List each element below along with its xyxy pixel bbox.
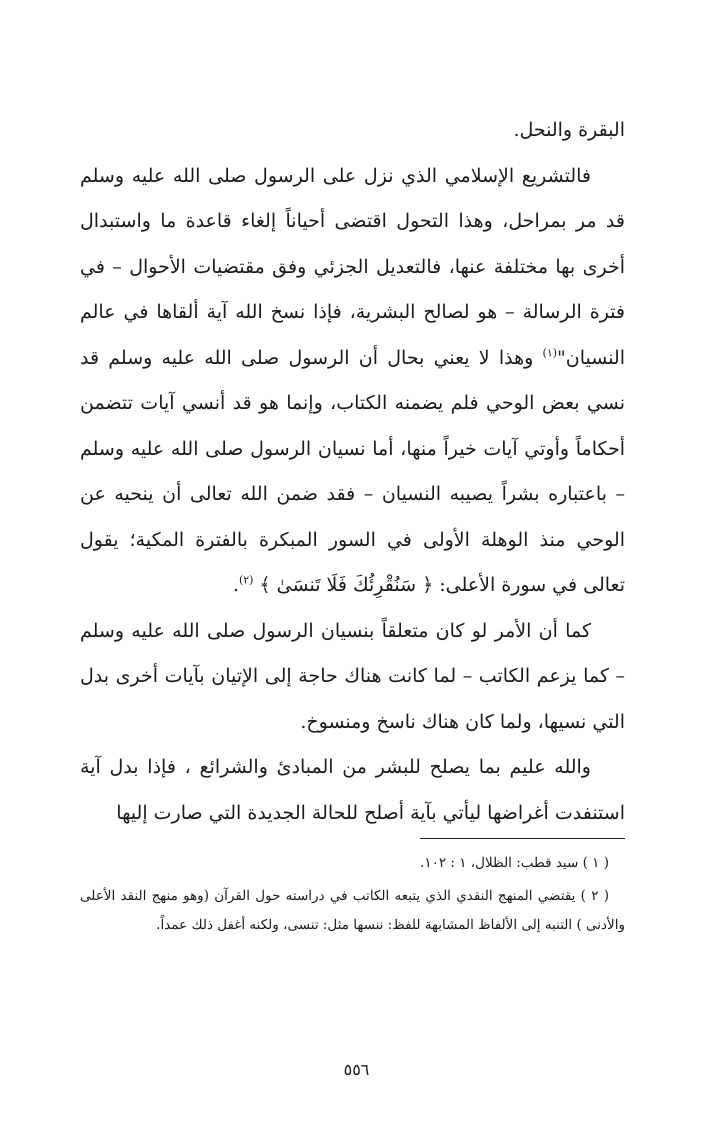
paragraph-3: كما أن الأمر لو كان متعلقاً بنسيان الرسول صلى الله عليه وسلم – كما يزعم الكاتب – لما كانت هناك حاجة إلى الإتيان بآيات أخرى بدل التي نسيها، ولما كان هناك ناسخ ومنسوخ.: [80, 619, 625, 733]
page-number: ٥٥٦: [343, 1060, 370, 1079]
quran-verse: ﴿ سَنُقْرِئُكَ فَلَا تَنسَىٰ ﴾: [259, 574, 434, 596]
footnote-1: ( ١ ) سيد قطب: الظلال، ١ : ١٠٢.: [420, 855, 609, 871]
paragraph-2-text: فالتشريع الإسلامي الذي نزل على الرسول صلى الله عليه وسلم قد مر بمراحل، وهذا التحول اقتضى أحياناً إلغاء قاعدة ما واستبدال أخرى بها مختلفة عنها، فالتعديل الجزئي وفق مقتضيات الأحوال – في فترة الرسالة – هو لصالح البشرية، فإذا نسخ الله آية ألقاها في عالم النسيان": [80, 164, 625, 369]
paragraph-1: البقرة والنحل.: [513, 119, 625, 141]
paragraph-2: [80, 154, 625, 609]
footnotes: [80, 849, 625, 944]
paragraph-2-end: .: [232, 574, 239, 596]
body-text: [80, 108, 625, 836]
footnote-divider: [420, 838, 625, 839]
footnote-2-marker[interactable]: (٢): [238, 573, 254, 587]
paragraph-2-continuation: وهذا لا يعني بحال أن الرسول صلى الله عليه وسلم قد نسي بعض الوحي فلم يضمنه الكتاب، وإنما هو قد أنسي آيات تتضمن أحكاماً وأوتي آيات خيراً منها، أما نسيان الرسول صلى الله عليه وسلم – باعتباره بشراً يصيبه النسيان – فقد ضمن الله تعالى أن ينحيه عن الوحي منذ الوهلة الأولى في السور المبكرة بالفترة المكية؛ يقول تعالى في سورة الأعلى:: [80, 346, 625, 596]
footnote-1-marker[interactable]: (١): [542, 346, 558, 360]
footnote-2: ( ٢ ) يقتضي المنهج النقدي الذي يتبعه الكاتب في دراسته حول القرآن (وهو منهج النقد الأعلى والأدنى ) التنبه إلى الألفاظ المشابهة للفظ: ننسها مثل: تنسى، ولكنه أغفل ذلك عمداً.: [80, 888, 625, 933]
paragraph-4: والله عليم بما يصلح للبشر من المبادئ والشرائع ، فإذا بدل آية استنفدت أغراضها ليأتي بآية أصلح للحالة الجديدة التي صارت إليها: [80, 756, 625, 824]
